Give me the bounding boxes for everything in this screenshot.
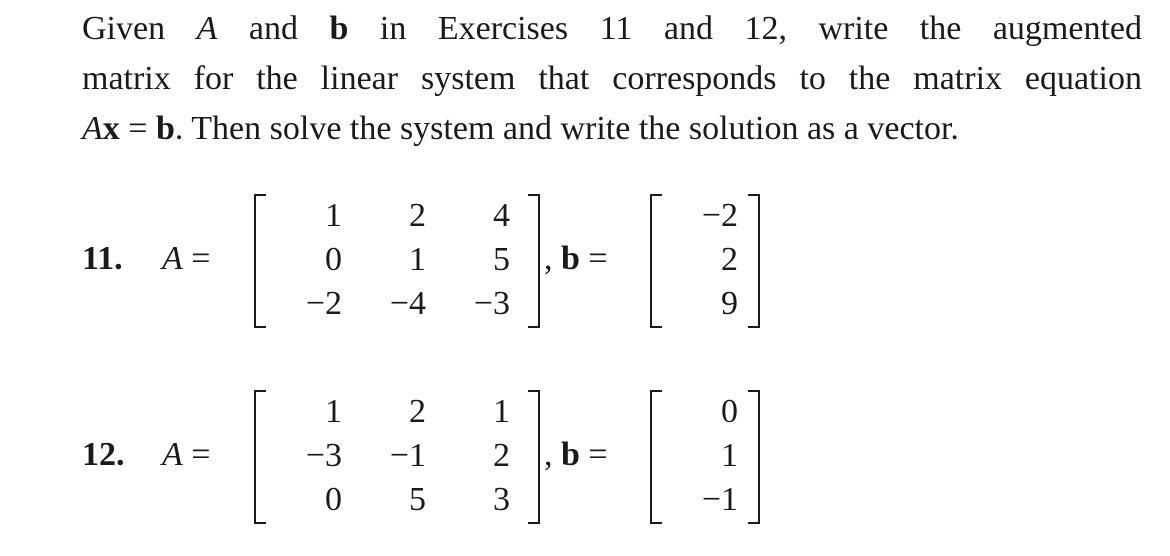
- matrix-cell: −4: [389, 285, 426, 322]
- matrix-symbol-A: A: [82, 110, 103, 147]
- matrix-cell: 1: [409, 241, 426, 278]
- comma: ,: [544, 240, 553, 277]
- left-bracket: [650, 194, 662, 328]
- right-bracket: [528, 390, 540, 524]
- matrix-cell: 3: [493, 481, 510, 518]
- equals-sign: =: [588, 240, 608, 277]
- vector-cell: −1: [701, 481, 738, 518]
- equals-sign: =: [588, 436, 608, 473]
- vector-cell: 0: [721, 393, 738, 430]
- vector-symbol-b: b: [561, 240, 580, 277]
- matrix-cell: 5: [409, 481, 426, 518]
- matrix-A-label: [162, 240, 210, 278]
- text-run: . Then solve the system and write the solution as a vector.: [174, 110, 959, 147]
- equals-sign: =: [119, 110, 156, 147]
- matrix-cell: 1: [493, 393, 510, 430]
- vector-b: [650, 192, 760, 332]
- matrix-A: [254, 388, 540, 528]
- vector-b-label: [544, 240, 608, 278]
- left-bracket: [254, 390, 266, 524]
- matrix-A-label: [162, 436, 210, 474]
- exercise-number: 12.: [82, 436, 125, 473]
- exercise-12: [82, 388, 1082, 528]
- vector-cell: 9: [721, 285, 738, 322]
- matrix-cell: −3: [473, 285, 510, 322]
- text-run: and: [217, 10, 330, 47]
- matrix-symbol-A: A: [162, 240, 183, 277]
- statement-line-2: matrix for the linear system that corresponds to the matrix equation: [82, 60, 1142, 97]
- vector-b: [650, 388, 760, 528]
- equals-sign: =: [191, 436, 211, 473]
- matrix-cell: 2: [409, 393, 426, 430]
- matrix-symbol-A: A: [162, 436, 183, 473]
- vector-cell: 1: [721, 437, 738, 474]
- vector-cell: 2: [721, 241, 738, 278]
- vector-cell: −2: [701, 197, 738, 234]
- matrix-cell: 1: [325, 393, 342, 430]
- equals-sign: =: [191, 240, 211, 277]
- statement-line-3: [82, 104, 1142, 154]
- left-bracket: [254, 194, 266, 328]
- matrix-cell: 4: [493, 197, 510, 234]
- statement-line-1: [82, 4, 1142, 54]
- vector-symbol-x: x: [102, 110, 120, 147]
- left-bracket: [650, 390, 662, 524]
- vector-symbol-b: b: [155, 110, 175, 147]
- vector-symbol-b: b: [561, 436, 580, 473]
- right-bracket: [528, 194, 540, 328]
- exercise-11: [82, 192, 1082, 332]
- vector-b-label: [544, 436, 608, 474]
- matrix-symbol-A: A: [196, 10, 218, 47]
- matrix-cell: 0: [325, 481, 342, 518]
- right-bracket: [748, 194, 760, 328]
- matrix-cell: −1: [389, 437, 426, 474]
- comma: ,: [544, 436, 553, 473]
- text-run: in Exercises 11 and 12, write the augmented: [348, 10, 1142, 47]
- text-run: Given: [82, 10, 197, 47]
- matrix-cell: 1: [325, 197, 342, 234]
- matrix-A: [254, 192, 540, 332]
- problem-statement: [82, 4, 1142, 154]
- vector-symbol-b: b: [329, 10, 349, 47]
- matrix-cell: 2: [409, 197, 426, 234]
- exercise-number: 11.: [82, 240, 123, 277]
- right-bracket: [748, 390, 760, 524]
- matrix-cell: −3: [305, 437, 342, 474]
- matrix-cell: 2: [493, 437, 510, 474]
- matrix-cell: 5: [493, 241, 510, 278]
- matrix-cell: 0: [325, 241, 342, 278]
- matrix-cell: −2: [305, 285, 342, 322]
